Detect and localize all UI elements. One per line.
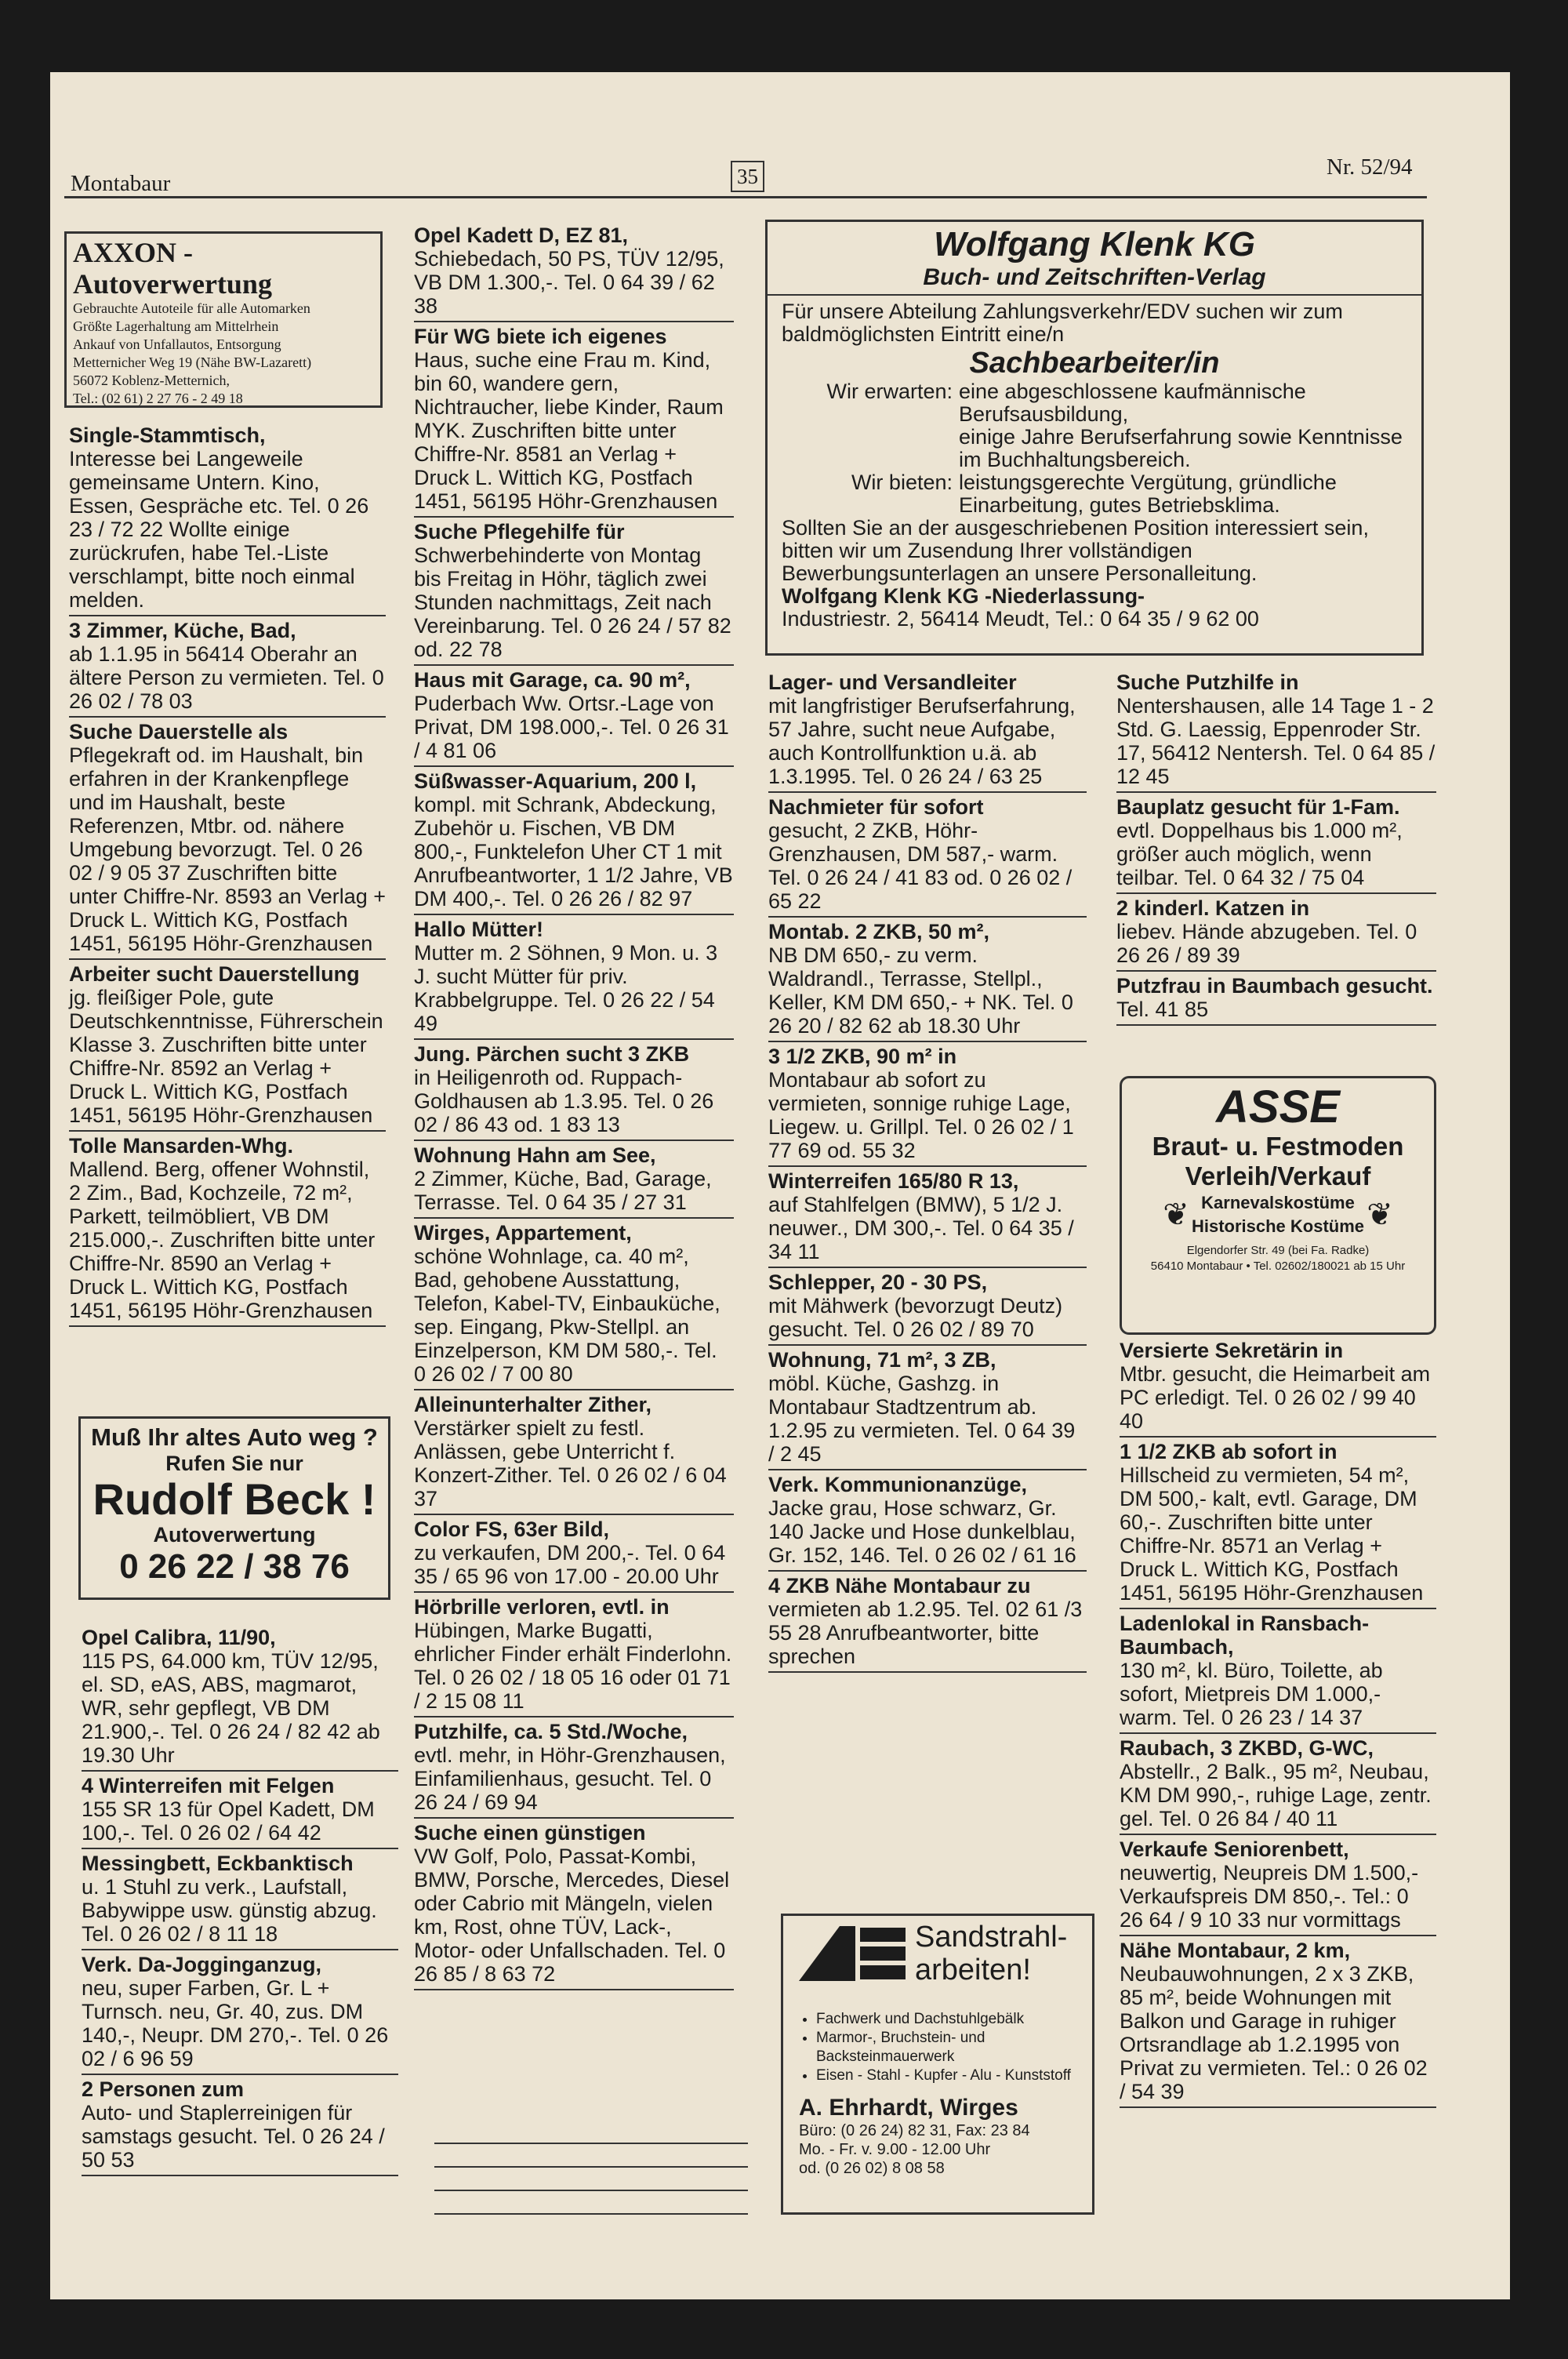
ad-text: 130 m², kl. Büro, Toilette, ab sofort, Mietpreis DM 1.000,- warm. Tel. 0 26 23 / 14 37	[1120, 1659, 1383, 1729]
ad-text: evtl. Doppelhaus bis 1.000 m², größer auch möglich, wenn teilbar. Tel. 0 64 32 / 75 04	[1116, 819, 1403, 889]
ad-headline: 2 kinderl. Katzen in	[1116, 896, 1310, 920]
ad-text: vermieten ab 1.2.95. Tel. 02 61 /3 55 28 Anrufbeantworter, bitte sprechen	[768, 1598, 1083, 1668]
ad-headline: Raubach, 3 ZKBD, G-WC,	[1120, 1736, 1374, 1760]
klenk-expect-list	[959, 380, 1407, 471]
klenk-intro: Für unsere Abteilung Zahlungsverkehr/EDV suchen wir zum baldmöglichsten Eintritt eine/n	[782, 300, 1343, 346]
classified-ad	[82, 1772, 398, 1849]
ad-headline: Verk. Kommunionanzüge,	[768, 1473, 1028, 1496]
classified-ad	[69, 1132, 386, 1327]
ad-headline: Bauplatz gesucht für 1-Fam.	[1116, 795, 1400, 819]
classified-ad	[69, 421, 386, 616]
rose-icon: ❦	[1367, 1198, 1393, 1232]
ad-headline: Wohnung, 71 m², 3 ZB,	[768, 1348, 996, 1372]
ad-headline: Lager- und Versandleiter	[768, 671, 1017, 694]
classified-ad	[82, 1849, 398, 1950]
ehrhardt-service-item: • Fachwerk und Dachstuhlgebälk	[816, 2010, 1076, 2029]
klenk-offer-row	[782, 471, 1407, 517]
classified-ad	[1120, 1936, 1436, 2108]
ad-headline: Color FS, 63er Bild,	[414, 1518, 610, 1541]
klenk-title: Wolfgang Klenk KG	[934, 225, 1255, 264]
klenk-position: Sachbearbeiter/in	[969, 347, 1220, 380]
asse-line3: Karnevalskostüme	[1201, 1193, 1355, 1212]
issue-number: Nr. 52/94	[1327, 154, 1413, 180]
ehrhardt-logo-icon	[799, 1925, 909, 1983]
column-3-ads	[768, 668, 1087, 1673]
ad-text: NB DM 650,- zu verm. Waldrandl., Terrasse, Stellpl., Keller, KM DM 650,- + NK. Tel. 0 26 20 / 82 62 ab 18.30 Uhr	[768, 943, 1073, 1038]
ad-headline: 2 Personen zum	[82, 2077, 245, 2101]
ad-text: jg. fleißiger Pole, gute Deutschkenntnisse, Führerschein Klasse 3. Zuschriften bitte unter Chiffre-Nr. 8592 an Verlag + Druck L. Wittich KG, Postfach 1451, 56195 Höhr-Grenzhausen	[69, 986, 383, 1127]
ad-text: Haus, suche eine Frau m. Kind, bin 60, wandere gern, Nichtraucher, liebe Kinder, Raum MYK. Zuschriften bitte unter Chiffre-Nr. 8581 an Verlag + Druck L. Wittich KG, Postfach 1451, 56195 Höhr-Grenzhausen	[414, 348, 724, 513]
classified-ad	[414, 1819, 734, 1990]
asse-costumes	[1122, 1191, 1434, 1238]
ad-text: u. 1 Stuhl zu verk., Laufstall, Babywippe usw. günstig abzug. Tel. 0 26 02 / 8 11 18	[82, 1875, 377, 1946]
blank-line	[434, 2191, 748, 2215]
classified-ad	[1120, 1438, 1436, 1609]
ehrhardt-ad	[781, 1914, 1094, 2215]
ehrhardt-name: A. Ehrhardt, Wirges	[799, 2095, 1018, 2121]
classified-ad	[414, 1593, 734, 1717]
ad-text: auf Stahlfelgen (BMW), 5 1/2 J. neuwer., DM 300,-. Tel. 0 64 35 / 34 11	[768, 1193, 1074, 1263]
ad-headline: Wohnung Hahn am See,	[414, 1143, 656, 1167]
classified-ad	[69, 960, 386, 1132]
asse-address: Elgendorfer Str. 49 (bei Fa. Radke)	[1186, 1244, 1370, 1257]
rose-icon: ❦	[1163, 1198, 1189, 1232]
asse-costume-lines	[1192, 1191, 1364, 1238]
ehrhardt-title: Sandstrahl-arbeiten!	[915, 1921, 1068, 1986]
blank-line	[434, 2144, 748, 2168]
classified-ad	[414, 322, 734, 518]
klenk-branch: Wolfgang Klenk KG -Niederlassung-	[782, 584, 1145, 608]
ad-headline: Opel Kadett D, EZ 81,	[414, 224, 629, 247]
classified-ad	[768, 1167, 1087, 1268]
beck-phone: 0 26 22 / 38 76	[119, 1547, 350, 1586]
ad-headline: Hörbrille verloren, evtl. in	[414, 1595, 670, 1619]
ad-text: Verstärker spielt zu festl. Anlässen, gebe Unterricht f. Konzert-Zither. Tel. 0 26 02 / 6 04 37	[414, 1416, 727, 1510]
ad-headline: Versierte Sekretärin in	[1120, 1339, 1344, 1362]
classified-ad	[768, 793, 1087, 918]
asse-line1: Braut- u. Festmoden	[1152, 1132, 1404, 1161]
klenk-closing: Sollten Sie an der ausgeschriebenen Position interessiert sein, bitten wir um Zusendung Ihrer vollständigen Bewerbungsunterlagen an unsere Personalleitung.	[782, 516, 1369, 585]
column-1-ads	[69, 421, 386, 1327]
blank-line	[434, 2121, 748, 2144]
ad-text: Mallend. Berg, offener Wohnstil, 2 Zim., Bad, Kochzeile, 72 m², Parkett, teilmöbliert, VB DM 215.000,-. Zuschriften bitte unter Chiffre-Nr. 8590 an Verlag + Druck L. Wittich KG, Postfach 1451, 56195 Höhr-Grenzhausen	[69, 1158, 376, 1322]
classified-ad	[1116, 972, 1436, 1026]
classified-ad	[69, 616, 386, 718]
asse-line4: Historische Kostüme	[1191, 1216, 1365, 1236]
asse-title: ASSE	[1216, 1081, 1340, 1132]
ad-text: Neubauwohnungen, 2 x 3 ZKB, 85 m², beide Wohnungen mit Balkon und Garage in ruhiger Ortsrandlage ab 1.2.1995 von Privat zu vermieten. Tel.: 0 26 02 / 54 39	[1120, 1962, 1428, 2103]
klenk-expect-1: eine abgeschlossene kaufmännische Berufsausbildung,	[959, 380, 1306, 426]
classified-ad	[414, 1717, 734, 1819]
classified-ad	[1120, 1336, 1436, 1438]
ehrhardt-phone2: od. (0 26 02) 8 08 58	[799, 2160, 945, 2177]
ad-headline: Montab. 2 ZKB, 50 m²,	[768, 920, 990, 943]
ad-headline: Suche Dauerstelle als	[69, 720, 289, 743]
ad-text: Schiebedach, 50 PS, TÜV 12/95, VB DM 1.300,-. Tel. 0 64 39 / 62 38	[414, 247, 724, 318]
ad-text: mit langfristiger Berufserfahrung, 57 Jahre, sucht neue Aufgabe, auch Kontrollfunktion u.ä. ab 1.3.1995. Tel. 0 26 24 / 63 25	[768, 694, 1076, 788]
ehrhardt-phone: Büro: (0 26 24) 82 31, Fax: 23 84	[799, 2122, 1030, 2139]
axxon-title: AXXON - Autoverwertung	[73, 237, 272, 300]
ad-headline: 4 Winterreifen mit Felgen	[82, 1774, 335, 1797]
ad-headline: Ladenlokal in Ransbach- Baumbach,	[1120, 1612, 1370, 1659]
ad-text: mit Mähwerk (bevorzugt Deutz) gesucht. Tel. 0 26 02 / 89 70	[768, 1294, 1063, 1341]
classified-ad	[768, 1470, 1087, 1572]
ad-headline: Nähe Montabaur, 2 km,	[1120, 1939, 1351, 1962]
classified-ad	[1116, 668, 1436, 793]
klenk-job-ad	[765, 220, 1424, 656]
column-2-empty-lines	[434, 2121, 748, 2215]
ad-headline: Jung. Pärchen sucht 3 ZKB	[414, 1042, 690, 1066]
ad-headline: Für WG biete ich eigenes	[414, 325, 667, 348]
ad-headline: 3 Zimmer, Küche, Bad,	[69, 619, 296, 642]
ad-text: neuwertig, Neupreis DM 1.500,- Verkaufspreis DM 850,-. Tel.: 0 26 64 / 9 10 33 nur vormittags	[1120, 1861, 1419, 1932]
classified-ad	[1116, 894, 1436, 972]
axxon-details	[73, 300, 374, 408]
klenk-offer-label: Wir bieten:	[851, 471, 953, 494]
ad-headline: Schlepper, 20 - 30 PS,	[768, 1270, 988, 1294]
classified-ad	[414, 1515, 734, 1593]
ad-headline: Putzhilfe, ca. 5 Std./Woche,	[414, 1720, 688, 1743]
classified-ad	[1120, 1835, 1436, 1936]
classified-ad	[69, 718, 386, 960]
ad-text: Hillscheid zu vermieten, 54 m², DM 500,- kalt, evtl. Garage, DM 60,-. Zuschriften bitte unter Chiffre-Nr. 8571 an Verlag + Druck L. Wittich KG, Postfach 1451, 56195 Höhr-Grenzhausen	[1120, 1463, 1424, 1605]
ad-text: Hübingen, Marke Bugatti, ehrlicher Finder erhält Finderlohn. Tel. 0 26 02 / 18 05 16 oder 01 71 / 2 15 08 11	[414, 1619, 732, 1713]
classified-ad	[768, 668, 1087, 793]
axxon-line: 56072 Koblenz-Metternich,	[73, 373, 230, 388]
ad-text: Interesse bei Langeweile gemeinsame Untern. Kino, Essen, Gespräche etc. Tel. 0 26 23 / 72 22 Wollte einige zurückrufen, habe Tel.-Liste verschlampt, bitte noch einmal melden.	[69, 447, 369, 612]
ad-text: evtl. mehr, in Höhr-Grenzhausen, Einfamilienhaus, gesucht. Tel. 0 26 24 / 69 94	[414, 1743, 726, 1814]
ad-text: Tel. 41 85	[1116, 998, 1209, 1021]
ad-headline: Verkaufe Seniorenbett,	[1120, 1837, 1349, 1861]
ad-text: Jacke grau, Hose schwarz, Gr. 140 Jacke und Hose dunkelblau, Gr. 152, 146. Tel. 0 26 02 / 61 16	[768, 1496, 1076, 1567]
rudolf-beck-ad	[78, 1416, 390, 1600]
classified-ad	[1120, 1609, 1436, 1734]
ad-text: 155 SR 13 für Opel Kadett, DM 100,-. Tel. 0 26 02 / 64 42	[82, 1797, 375, 1845]
ehrhardt-hours: Mo. - Fr. v. 9.00 - 12.00 Uhr	[799, 2141, 991, 2158]
classified-ad	[1120, 1734, 1436, 1835]
ad-headline: Nachmieter für sofort	[768, 795, 984, 819]
ehrhardt-header	[799, 1921, 1076, 1986]
ad-text: 115 PS, 64.000 km, TÜV 12/95, el. SD, eAS, ABS, magmarot, WR, sehr gepflegt, VB DM 21.900,-. Tel. 0 26 24 / 82 42 ab 19.30 Uhr	[82, 1649, 380, 1767]
ad-headline: Suche Putzhilfe in	[1116, 671, 1299, 694]
klenk-subtitle: Buch- und Zeitschriften-Verlag	[768, 264, 1421, 296]
beck-name: Rudolf Beck !	[93, 1474, 376, 1524]
ehrhardt-services	[799, 2010, 1076, 2085]
classified-ad	[414, 1141, 734, 1219]
beck-line1: Muß Ihr altes Auto weg ?	[91, 1423, 378, 1451]
ad-headline: Süßwasser-Aquarium, 200 l,	[414, 769, 697, 793]
ad-headline: Wirges, Appartement,	[414, 1221, 632, 1245]
axxon-ad	[64, 231, 383, 408]
blank-line	[434, 2168, 748, 2191]
klenk-offer: leistungsgerechte Vergütung, gründliche Einarbeitung, gutes Betriebsklima.	[959, 471, 1337, 517]
ad-text: Schwerbehinderte von Montag bis Freitag in Höhr, täglich zwei Stunden nachmittags, Zeit nach Vereinbarung. Tel. 0 26 24 / 57 82 od. 22 78	[414, 543, 731, 661]
axxon-line: Tel.: (02 61) 2 27 76 - 2 49 18	[73, 391, 243, 406]
classified-ad	[414, 666, 734, 767]
ad-text: ab 1.1.95 in 56414 Oberahr an ältere Person zu vermieten. Tel. 0 26 02 / 78 03	[69, 642, 384, 713]
header-rule	[64, 196, 1427, 198]
ad-headline: 3 1/2 ZKB, 90 m² in	[768, 1045, 957, 1068]
ad-headline: Winterreifen 165/80 R 13,	[768, 1169, 1019, 1193]
ad-headline: Arbeiter sucht Dauerstellung	[69, 962, 360, 986]
column-1-lower-ads	[82, 1623, 398, 2176]
header-town: Montabaur	[71, 171, 171, 196]
classified-ad	[414, 767, 734, 915]
classified-ad	[414, 915, 734, 1040]
ad-text: schöne Wohnlage, ca. 40 m², Bad, gehobene Ausstattung, Telefon, Kabel-TV, Einbauküche, sep. Eingang, Pkw-Stellpl. an Einzelperson, KM DM 580,-. Tel. 0 26 02 / 7 00 80	[414, 1245, 720, 1386]
classified-ad	[768, 918, 1087, 1042]
ad-headline: Tolle Mansarden-Whg.	[69, 1134, 294, 1158]
ad-text: Puderbach Ww. Ortsr.-Lage von Privat, DM 198.000,-. Tel. 0 26 31 / 4 81 06	[414, 692, 729, 762]
ad-headline: Suche einen günstigen	[414, 1821, 646, 1845]
ad-text: zu verkaufen, DM 200,-. Tel. 0 64 35 / 65 96 von 17.00 - 20.00 Uhr	[414, 1541, 726, 1588]
klenk-expect-label: Wir erwarten:	[826, 380, 953, 403]
ad-text: in Heiligenroth od. Ruppach-Goldhausen ab 1.3.95. Tel. 0 26 02 / 86 43 od. 1 83 13	[414, 1066, 714, 1136]
ad-headline: Haus mit Garage, ca. 90 m²,	[414, 668, 691, 692]
asse-line2: Verleih/Verkauf	[1185, 1161, 1371, 1190]
ad-headline: Alleinunterhalter Zither,	[414, 1393, 652, 1416]
classified-ad	[768, 1346, 1087, 1470]
column-4-lower-ads	[1120, 1336, 1436, 2108]
ad-text: Abstellr., 2 Balk., 95 m², Neubau, KM DM 990,-, ruhige Lage, zentr. gel. Tel. 0 26 84 / 40 11	[1120, 1760, 1432, 1830]
ad-text: Montabaur ab sofort zu vermieten, sonnige ruhige Lage, Liegew. u. Grillpl. Tel. 0 26 02 / 1 77 69 od. 55 32	[768, 1068, 1074, 1162]
ehrhardt-service-item: • Marmor-, Bruchstein- und Backsteinmauerwerk	[816, 2029, 1076, 2066]
column-4-ads	[1116, 668, 1436, 1026]
ad-headline: Putzfrau in Baumbach gesucht.	[1116, 974, 1433, 998]
classified-ad	[414, 518, 734, 666]
ad-text: Auto- und Staplerreinigen für samstags gesucht. Tel. 0 26 24 / 50 53	[82, 2101, 385, 2172]
classified-ad	[768, 1572, 1087, 1673]
ad-text: liebev. Hände abzugeben. Tel. 0 26 26 / 89 39	[1116, 920, 1417, 967]
beck-line3: Autoverwertung	[153, 1523, 316, 1547]
ad-text: gesucht, 2 ZKB, Höhr-Grenzhausen, DM 587,- warm. Tel. 0 26 24 / 41 83 od. 0 26 02 / 65 22	[768, 819, 1073, 913]
ad-text: Pflegekraft od. im Haushalt, bin erfahren in der Krankenpflege und im Haushalt, beste Referenzen, Mtbr. od. nähere Umgebung bevorzugt. Tel. 0 26 02 / 9 05 37 Zuschriften bitte unter Chiffre-Nr. 8593 an Verlag + Druck L. Wittich KG, Postfach 1451, 56195 Höhr-Grenzhausen	[69, 743, 386, 955]
classified-ad	[414, 1390, 734, 1515]
classified-ad	[1116, 793, 1436, 894]
ehrhardt-service-item: • Eisen - Stahl - Kupfer - Alu - Kunststoff	[816, 2066, 1076, 2085]
ad-headline: Hallo Mütter!	[414, 918, 543, 941]
beck-line2: Rufen Sie nur	[165, 1452, 303, 1475]
klenk-address: Industriestr. 2, 56414 Meudt, Tel.: 0 64 35 / 9 62 00	[782, 607, 1259, 631]
asse-ad	[1120, 1076, 1436, 1335]
classified-ad	[414, 1040, 734, 1141]
ad-text: Nentershausen, alle 14 Tage 1 - 2 Std. G. Laessig, Eppenroder Str. 17, 56412 Nentersh. Tel. 0 64 85 / 12 45	[1116, 694, 1436, 788]
ad-headline: 1 1/2 ZKB ab sofort in	[1120, 1440, 1338, 1463]
classified-ad	[414, 221, 734, 322]
ad-headline: Suche Pflegehilfe für	[414, 520, 625, 543]
ad-text: möbl. Küche, Gashzg. in Montabaur Stadtzentrum ab. 1.2.95 zu vermieten. Tel. 0 64 39 / 2 45	[768, 1372, 1076, 1466]
classified-ad	[768, 1268, 1087, 1346]
ad-text: Mutter m. 2 Söhnen, 9 Mon. u. 3 J. sucht Mütter für priv. Krabbelgruppe. Tel. 0 26 22 / 54 49	[414, 941, 718, 1035]
ad-headline: 4 ZKB Nähe Montabaur zu	[768, 1574, 1031, 1598]
ad-text: VW Golf, Polo, Passat-Kombi, BMW, Porsche, Mercedes, Diesel oder Cabrio mit Mängeln, vielen km, Rost, ohne TÜV, Lack-, Motor- oder Unfallschaden. Tel. 0 26 85 / 8 63 72	[414, 1845, 730, 1986]
classified-ad	[768, 1042, 1087, 1167]
klenk-expect-row	[782, 380, 1407, 471]
ad-headline: Verk. Da-Jogginganzug,	[82, 1953, 322, 1976]
asse-address2: 56410 Montabaur • Tel. 02602/180021 ab 15 Uhr	[1150, 1259, 1406, 1273]
ad-text: 2 Zimmer, Küche, Bad, Garage, Terrasse. Tel. 0 64 35 / 27 31	[414, 1167, 712, 1214]
classified-ad	[82, 1950, 398, 2075]
ad-text: kompl. mit Schrank, Abdeckung, Zubehör u. Fischen, VB DM 800,-, Funktelefon Uher CT 1 mit Anrufbeantworter, 1 1/2 Jahre, VB DM 400,-. Tel. 0 26 26 / 82 97	[414, 793, 733, 911]
axxon-line: Metternicher Weg 19 (Nähe BW-Lazarett)	[73, 354, 312, 370]
ad-headline: Single-Stammtisch,	[69, 423, 266, 447]
klenk-expect-2: einige Jahre Berufserfahrung sowie Kenntnisse im Buchhaltungsbereich.	[959, 425, 1403, 471]
page-number: 35	[731, 161, 764, 192]
classified-ad	[82, 2075, 398, 2176]
axxon-line: Gebrauchte Autoteile für alle Automarken	[73, 300, 310, 316]
axxon-line: Größte Lagerhaltung am Mittelrhein	[73, 318, 279, 334]
column-2-ads	[414, 221, 734, 1990]
classified-ad	[82, 1623, 398, 1772]
ad-text: Mtbr. gesucht, die Heimarbeit am PC erledigt. Tel. 0 26 02 / 99 40 40	[1120, 1362, 1431, 1433]
ad-headline: Opel Calibra, 11/90,	[82, 1626, 276, 1649]
ad-headline: Messingbett, Eckbanktisch	[82, 1852, 354, 1875]
classified-ad	[414, 1219, 734, 1390]
ad-text: neu, super Farben, Gr. L + Turnsch. neu, Gr. 40, zus. DM 140,-, Neupr. DM 270,-. Tel. 0 26 02 / 6 96 59	[82, 1976, 389, 2070]
axxon-line: Ankauf von Unfallautos, Entsorgung	[73, 336, 281, 352]
